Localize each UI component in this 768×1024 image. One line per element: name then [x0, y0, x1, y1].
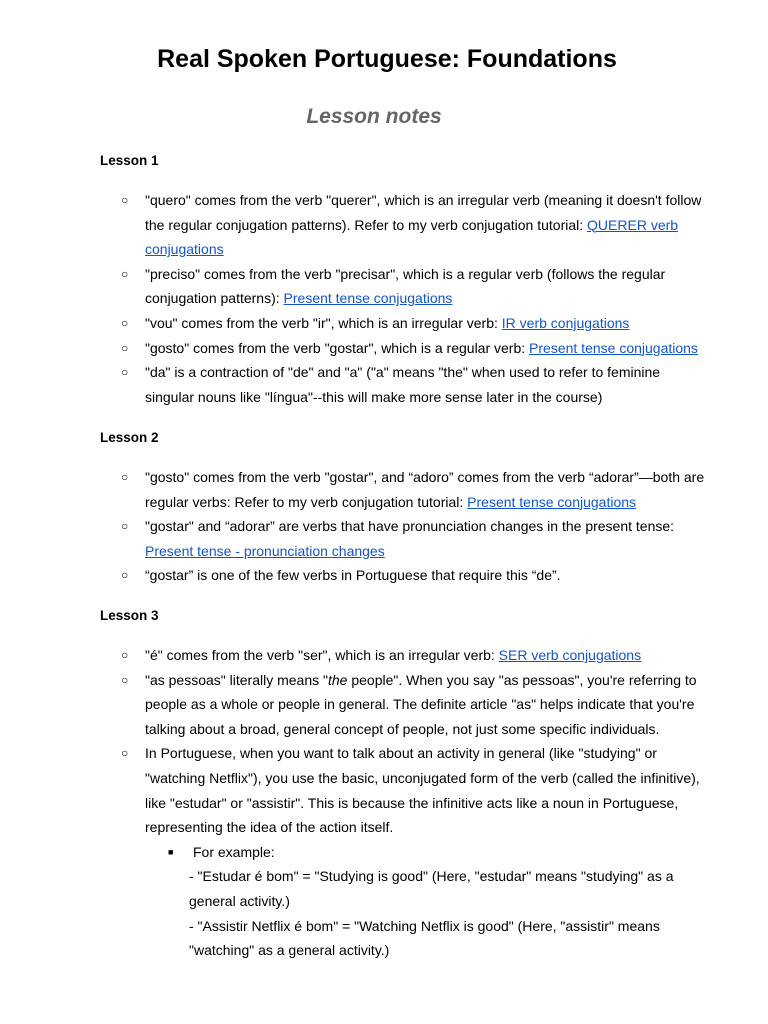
example-sublist: [145, 840, 708, 963]
circle-bullet-icon: ○: [121, 746, 129, 761]
example-line: - "Assistir Netflix é bom" = "Watching Netflix is good" (Here, "assistir" means "watching" as a general activity.): [189, 917, 660, 959]
lesson-2-notes: [0, 465, 768, 588]
list-item: [0, 563, 768, 588]
note-text: "gosto" comes from the verb "gostar", and “adoro” comes from the verb “adorar”—both are regular verbs: Refer to my verb conjugation tutorial:: [145, 469, 705, 510]
querer-conjugations-link[interactable]: QUERER verb conjugations: [145, 216, 679, 258]
ser-conjugations-link[interactable]: SER verb conjugations: [498, 647, 642, 663]
document-subtitle: Lesson notes: [306, 105, 442, 128]
lesson-3-heading: Lesson 3: [100, 608, 159, 623]
note-text: "as pessoas" literally means ": [145, 671, 328, 688]
circle-bullet-icon: ○: [121, 340, 129, 355]
note-text: "quero" comes from the verb "querer", which is an irregular verb (meaning it doesn't follow the regular conjugation patterns). Refer to my verb conjugation tutorial:: [145, 192, 702, 233]
note-text: "vou" comes from the verb "ir", which is an irregular verb:: [145, 314, 502, 331]
lesson-2-heading: Lesson 2: [100, 430, 159, 445]
note-text: "gostar" and “adorar” are verbs that have pronunciation changes in the present tense:: [145, 518, 675, 535]
circle-bullet-icon: ○: [121, 365, 129, 380]
list-item: [0, 360, 768, 409]
emphasis-text: the: [327, 671, 348, 688]
circle-bullet-icon: ○: [121, 672, 129, 687]
present-tense-conjugations-link[interactable]: Present tense conjugations: [283, 290, 453, 307]
note-text: people". When you say "as pessoas", you're referring to people as a whole or people in general. The definite article "as" helps indicate that you're talking about a broad, general concept of people, not just some specific individuals.: [145, 671, 697, 737]
note-text: "é" comes from the verb "ser", which is an irregular verb:: [145, 647, 499, 663]
note-text: "preciso" comes from the verb "precisar", which is a regular verb (follows the regular conjugation patterns):: [145, 265, 666, 307]
lesson-1-notes: [0, 188, 768, 409]
circle-bullet-icon: ○: [121, 648, 129, 662]
list-item: [0, 741, 768, 962]
circle-bullet-icon: ○: [121, 470, 129, 484]
present-tense-conjugations-link[interactable]: Present tense conjugations: [529, 339, 698, 356]
pronunciation-changes-link[interactable]: Present tense - pronunciation changes: [145, 542, 385, 559]
note-text: In Portuguese, when you want to talk about an activity in general (like "studying" or "watching Netflix"), you use the basic, unconjugated form of the verb (called the infinitive), like "estudar" or "assistir". This is because the infinitive acts like a noun in Portuguese, representing the idea of the action itself.: [145, 745, 700, 836]
example-label: For example:: [193, 843, 275, 860]
square-bullet-icon: ■: [168, 846, 174, 857]
note-text: “gostar” is one of the few verbs in Portuguese that require this “de”.: [145, 567, 561, 584]
document-title: Real Spoken Portuguese: Foundations: [157, 45, 617, 73]
note-text: "gosto" comes from the verb "gostar", which is a regular verb:: [145, 339, 530, 356]
list-item: [0, 514, 768, 563]
list-item: [0, 262, 768, 311]
list-item: [0, 465, 768, 514]
lesson-1-heading: Lesson 1: [100, 153, 159, 168]
circle-bullet-icon: ○: [121, 568, 129, 583]
circle-bullet-icon: ○: [121, 266, 129, 281]
example-line: - "Estudar é bom" = "Studying is good" (Here, "estudar" means "studying" as a general activity.): [189, 868, 674, 909]
list-item: [0, 188, 768, 262]
circle-bullet-icon: ○: [121, 519, 129, 534]
list-item: [0, 643, 768, 668]
circle-bullet-icon: ○: [121, 193, 129, 207]
list-item: [0, 668, 768, 742]
circle-bullet-icon: ○: [121, 315, 129, 330]
list-item: [0, 336, 768, 361]
ir-conjugations-link[interactable]: IR verb conjugations: [501, 314, 630, 331]
lesson-3-notes: [0, 643, 768, 963]
list-item: [0, 311, 768, 336]
note-text: "da" is a contraction of "de" and "a" ("a" means "the" when used to refer to feminine singular nouns like "língua"--this will make more sense later in the course): [145, 364, 661, 405]
sub-list-item: [145, 840, 708, 963]
present-tense-conjugations-link[interactable]: Present tense conjugations: [467, 493, 637, 510]
